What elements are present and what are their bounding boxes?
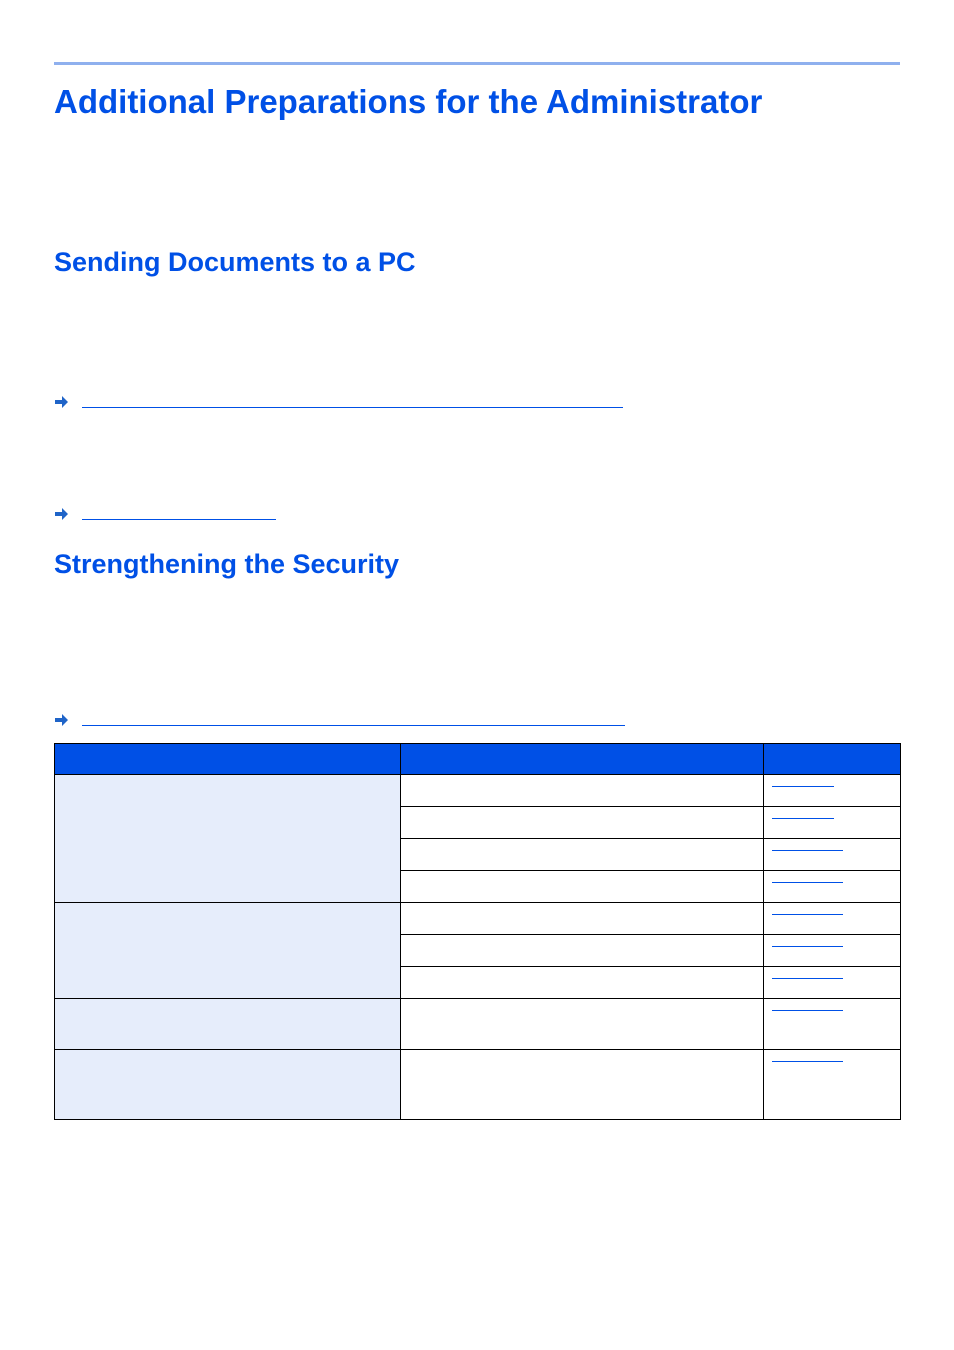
reference-link-row[interactable] xyxy=(54,505,314,525)
table-item-cell xyxy=(55,999,401,1050)
table-header-reference xyxy=(764,744,901,775)
table-header-description xyxy=(401,744,764,775)
table-reference-cell xyxy=(764,999,901,1050)
table-description-cell xyxy=(401,1050,764,1120)
table-description-cell xyxy=(401,903,764,935)
reference-link-row[interactable] xyxy=(54,711,654,731)
table-item-cell xyxy=(55,775,401,903)
table-reference-cell xyxy=(764,903,901,935)
table-reference-cell xyxy=(764,807,901,839)
table-reference-cell xyxy=(764,775,901,807)
table-description-cell xyxy=(401,935,764,967)
table-row xyxy=(55,999,901,1050)
page-reference-link[interactable] xyxy=(772,1051,843,1062)
table-reference-cell xyxy=(764,1050,901,1120)
table-reference-cell xyxy=(764,935,901,967)
reference-link-row[interactable] xyxy=(54,393,654,413)
page-reference-link[interactable] xyxy=(772,1000,843,1011)
reference-link[interactable] xyxy=(82,407,623,408)
security-settings-table xyxy=(54,743,901,1120)
table-description-cell xyxy=(401,999,764,1050)
page-reference-link[interactable] xyxy=(772,808,834,819)
table-reference-cell xyxy=(764,839,901,871)
table-header-item xyxy=(55,744,401,775)
table-item-cell xyxy=(55,1050,401,1120)
section-heading-strengthening-security: Strengthening the Security xyxy=(54,549,400,579)
arrow-right-icon xyxy=(54,395,69,409)
table-description-cell xyxy=(401,807,764,839)
table-reference-cell xyxy=(764,967,901,999)
table-row xyxy=(55,903,901,935)
page-reference-link[interactable] xyxy=(772,872,843,883)
reference-link[interactable] xyxy=(82,519,276,520)
reference-link[interactable] xyxy=(82,725,625,726)
section-heading-sending-documents: Sending Documents to a PC xyxy=(54,247,416,277)
page-reference-link[interactable] xyxy=(772,776,834,787)
page-reference-link[interactable] xyxy=(772,936,843,947)
table-description-cell xyxy=(401,775,764,807)
table-row xyxy=(55,775,901,807)
arrow-right-icon xyxy=(54,713,69,727)
table-description-cell xyxy=(401,967,764,999)
arrow-right-icon xyxy=(54,507,69,521)
page-reference-link[interactable] xyxy=(772,904,843,915)
page-reference-link[interactable] xyxy=(772,840,843,851)
top-rule xyxy=(54,62,900,65)
table-item-cell xyxy=(55,903,401,999)
page-title: Additional Preparations for the Administrator xyxy=(54,83,763,120)
table-header-row xyxy=(55,744,901,775)
table-description-cell xyxy=(401,839,764,871)
table-reference-cell xyxy=(764,871,901,903)
table-row xyxy=(55,1050,901,1120)
table-description-cell xyxy=(401,871,764,903)
page-reference-link[interactable] xyxy=(772,968,843,979)
